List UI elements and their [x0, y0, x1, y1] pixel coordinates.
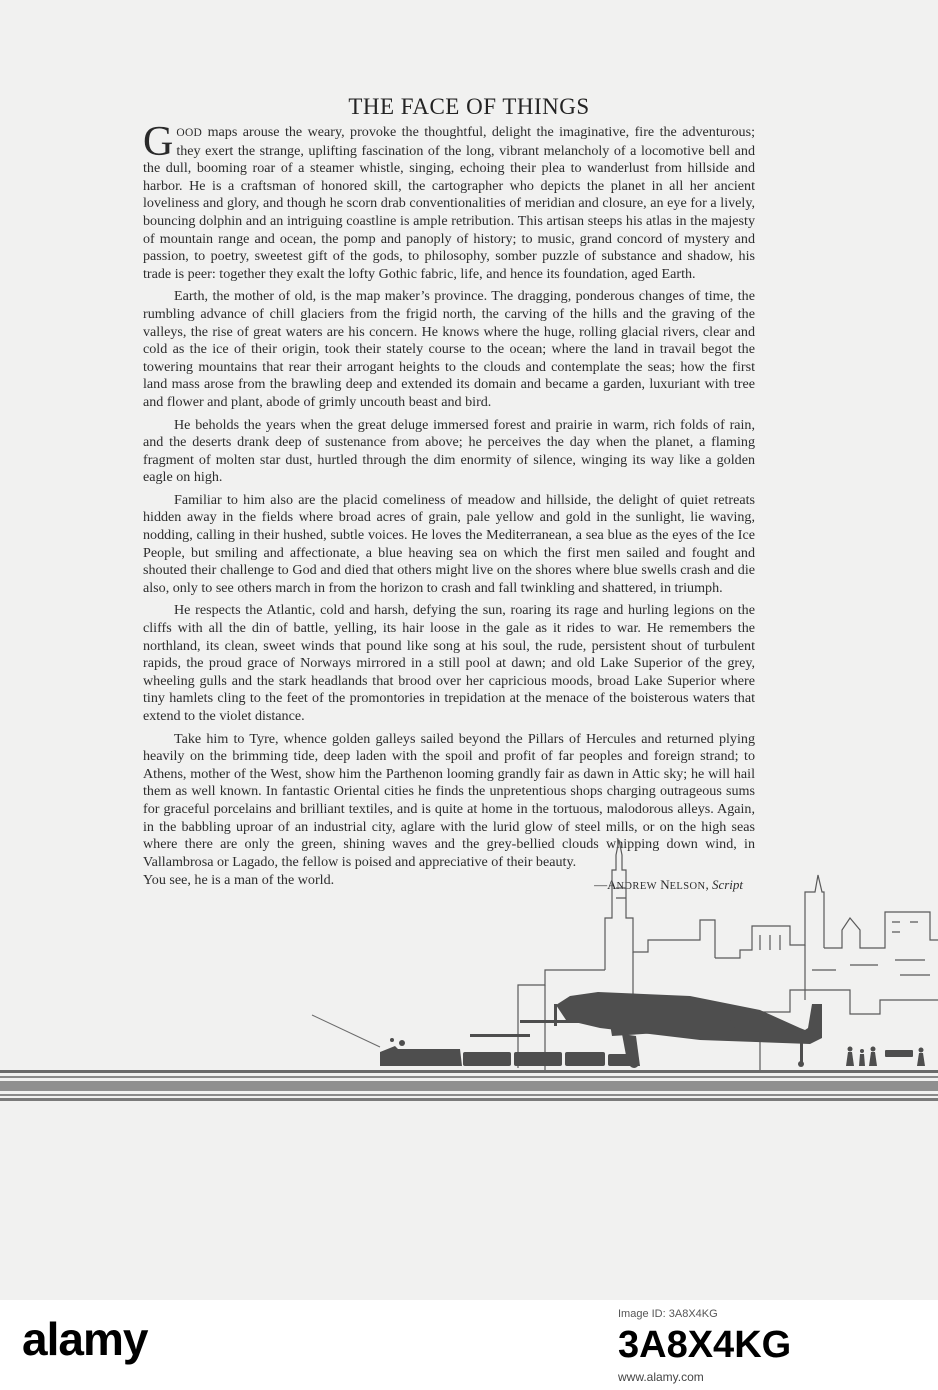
- searchlight-beam: [312, 1015, 380, 1047]
- article-body: [143, 119, 755, 893]
- city-airfield-illustration: [0, 798, 938, 1300]
- watermark-image-id-label: Image ID: 3A8X4KG: [618, 1308, 718, 1320]
- closing-sentence: You see, he is a man of the world.: [143, 872, 335, 889]
- ground-bands: [0, 1070, 938, 1101]
- signature-dash: —: [594, 877, 608, 893]
- signature-separator: ,: [705, 877, 712, 893]
- drop-cap: G: [143, 119, 174, 165]
- page-title: THE FACE OF THINGS: [348, 94, 590, 119]
- people-silhouettes: [846, 1047, 925, 1067]
- paragraph-3: He beholds the years when the great deluge immersed forest and prairie in warm, rich folds of rain, and the deserts drank deep of sustenance from above; he perceives the day when the planet, a flaming fragment of molten star dust, hurtled through the dim enormity of silence, winging its way like a golden eagle on high.: [143, 416, 755, 486]
- author-last-rest: ELSON: [669, 881, 706, 893]
- lead-in: OOD: [176, 127, 203, 139]
- paragraph-1: [143, 119, 755, 283]
- paragraph-5: He respects the Atlantic, cold and harsh, defying the sun, roaring its rage and hurling legions on the cliffs with all the din of battle, yelling, its hair loose in the gale as it rides to war. He remembers the northland, its clean, sweet winds that pound like song at his soul, the rude, persistent shout of turbulent rapids, the proud grace of Norways mirrored in a still pool at dawn; and old Lake Superior of the grey, wheeling gulls and the stark headlands that brood over her capricious moods, broad Lake Superior where tiny hamlets cling to the feet of the promontories in trepidation at the menace of the boisterous waters that extend to the violet distance.: [143, 602, 755, 724]
- paragraph-2: Earth, the mother of old, is the map maker’s province. The dragging, ponderous changes of time, the rumbling advance of chill glaciers from the frigid north, the carving of the hills and the graving of the valleys, the rise of great waters are his concern. He knows where the huge, rolling glacial rivers, clear and cold as the ice of their origin, took their stately course to the ocean; where the land in travail begot the towering mountains that rear their arrogant heights to the clouds and contemplate the seas; how the first land mass arose from the brawling deep and extended its domain and became a garden, luxuriant with tree and flower and plant, abode of grimly uncouth beast and bird.: [143, 288, 755, 410]
- paragraph-1-text: maps arouse the weary, provoke the thoughtful, delight the imaginative, fire the adventurous; they exert the strange, uplifting fascination of the long, vibrant melancholy of a locomotive bell and the dull, booming roar of a steamer whistle, singing, echoing their plea to wanderlust from hillside and harbor. He is a craftsman of honored skill, the cartographer who depicts the planet in all her ancient loveliness and glory, and though he scorn drab conventionalities of meridian and closure, an eye for a lively, bouncing dolphin and an intriguing coastline is ample retribution. This artisan steeps his atlas in the majesty of mountain range and ocean, the pomp and panoply of history; to music, grand concord of mystery and passion, to poetry, sweetest gift of the gods, to philosophy, somber puzzle of substance and shadow, his trade is peer: together they exalt the lofty Gothic fabric, life, and hence its foundation, aged Earth.: [143, 124, 755, 282]
- paragraph-6: Take him to Tyre, whence golden galleys sailed beyond the Pillars of Hercules and returned plying heavily on the brimming tide, deep laden with the spoil and profit of far peoples and foreign strand; to Athens, mother of the West, show him the Parthenon looming grandly fair as dawn in Attic sky; he will hail them as well known. In fantastic Oriental cities he finds the unpretentious shops charging outrageous sums for graceful porcelains and brilliant textiles, and is quite at home in the tortuous, malodorous alleys. Again, in the babbling uproar of an industrial city, aglare with the lurid glow of steel mills, or on the high seas where there are only the green, shining waves and the grey-bellied clouds whipping down wind, in Vallambrosa or Lagado, the fellow is poised and appreciative of their beauty.: [143, 730, 755, 870]
- author-last-initial: N: [660, 877, 670, 893]
- watermark-logo: alamy: [22, 1313, 148, 1365]
- paragraph-4: Familiar to him also are the placid comeliness of meadow and hillside, the delight of quiet retreats hidden away in the fields where broad acres of grain, pale yellow and gold in the sunlight, lie waving, nodding, calling in their hushed, subtle voices. He loves the Mediterranean, a sea blue as the eyes of the Ice People, but smiling and affectionate, a blue heaving sea on which the first men sailed and fought and shouted their challenge to God and died that others might live on the shores where blue swells crash and die also, only to see others march in from the horizon to crash and fall twinkling and shattered, in triumph.: [143, 491, 755, 596]
- watermark-image-code: 3A8X4KG: [618, 1324, 792, 1366]
- watermark-url: www.alamy.com: [618, 1370, 704, 1384]
- author-first-rest: NDREW: [616, 881, 657, 893]
- stock-watermark-bar: [0, 1300, 938, 1390]
- publication-name: Script: [711, 877, 743, 893]
- author-first-initial: A: [607, 877, 617, 893]
